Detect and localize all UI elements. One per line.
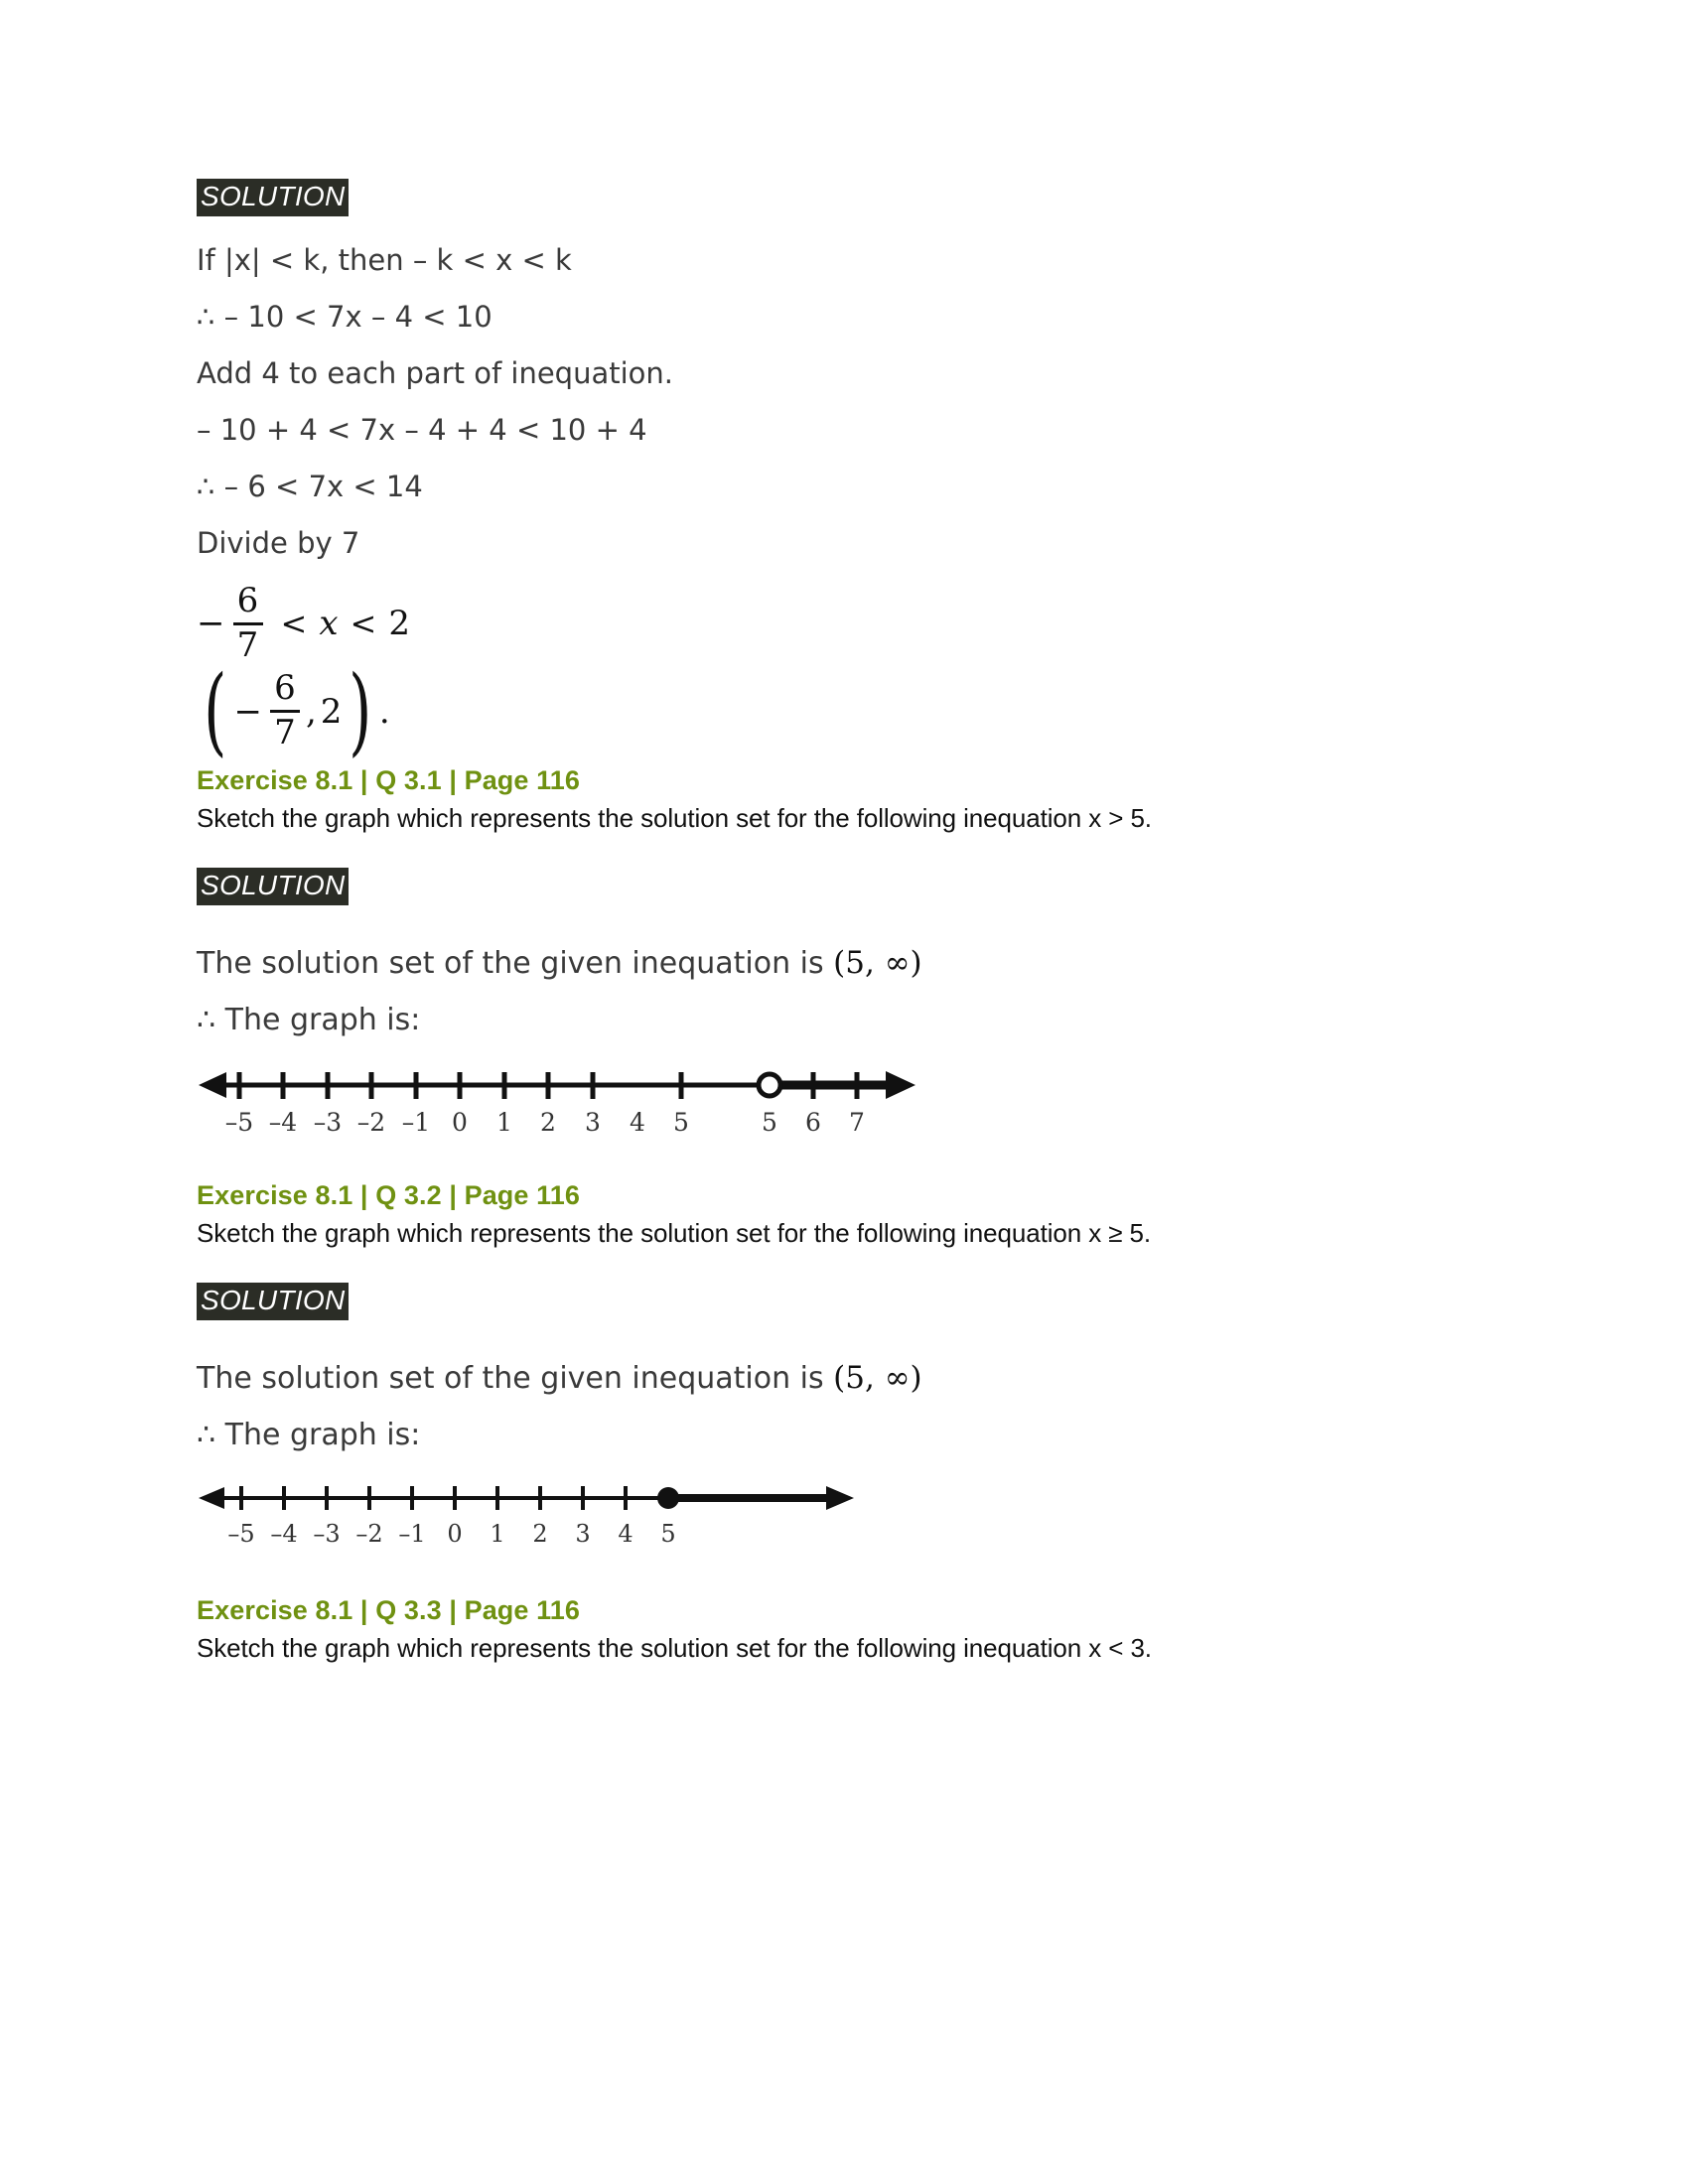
exercise-header[interactable]: Exercise 8.1 | Q 3.3 | Page 116 — [197, 1594, 580, 1625]
solution-line: ∴ – 10 < 7x – 4 < 10 — [197, 300, 492, 334]
fraction-numerator: 6 — [274, 668, 296, 709]
svg-text:–5: –5 — [224, 1107, 254, 1137]
exercise-block-3-1 — [197, 765, 1477, 834]
number-line-graph-2 — [197, 1474, 892, 1564]
solution-line: ∴ – 6 < 7x < 14 — [197, 470, 423, 503]
solution-set-interval: (5, ∞) — [833, 1359, 922, 1396]
number-line-graph-1 — [197, 1059, 931, 1149]
less-than-sign: < — [350, 605, 377, 643]
svg-text:1: 1 — [496, 1107, 512, 1137]
svg-text:5: 5 — [660, 1519, 676, 1548]
svg-text:5: 5 — [673, 1107, 689, 1137]
svg-text:–3: –3 — [313, 1519, 341, 1548]
exercise-block-3-3 — [197, 1595, 1477, 1664]
exercise-question: Sketch the graph which represents the solution set for the following inequation x > 5. — [197, 802, 1152, 833]
solution-block-1 — [197, 179, 1477, 766]
solution-badge: SOLUTION — [197, 179, 349, 216]
svg-text:1: 1 — [490, 1519, 505, 1548]
upper-bound: 2 — [388, 604, 410, 644]
document-content — [197, 179, 1477, 1664]
fraction-six-sevenths — [233, 581, 263, 665]
svg-text:4: 4 — [630, 1107, 645, 1137]
graph-intro-line: ∴ The graph is: — [197, 1417, 421, 1452]
svg-text:3: 3 — [575, 1519, 591, 1548]
minus-sign: − — [197, 604, 225, 644]
exercise-header[interactable]: Exercise 8.1 | Q 3.1 | Page 116 — [197, 764, 580, 795]
svg-text:2: 2 — [532, 1519, 548, 1548]
solution-set-statement — [197, 945, 1477, 981]
exercise-header[interactable]: Exercise 8.1 | Q 3.2 | Page 116 — [197, 1179, 580, 1210]
svg-text:–5: –5 — [227, 1519, 255, 1548]
minus-sign: − — [233, 691, 262, 732]
exercise-question: Sketch the graph which represents the solution set for the following inequation x < 3. — [197, 1632, 1152, 1663]
solution-set-statement — [197, 1360, 1477, 1396]
svg-text:–4: –4 — [268, 1107, 298, 1137]
fraction-numerator: 6 — [236, 581, 259, 620]
svg-text:0: 0 — [447, 1519, 463, 1548]
svg-text:–2: –2 — [355, 1519, 383, 1548]
svg-text:–4: –4 — [270, 1519, 298, 1548]
math-inequality-fraction — [197, 581, 1477, 665]
period: . — [378, 691, 390, 732]
comma: , — [305, 691, 317, 732]
svg-text:–1: –1 — [401, 1107, 431, 1137]
solution-line: Divide by 7 — [197, 526, 360, 560]
svg-text:7: 7 — [849, 1107, 865, 1137]
less-than-sign: < — [280, 605, 308, 643]
solution-block-3 — [197, 1283, 1477, 1564]
fraction-six-sevenths — [270, 668, 300, 753]
svg-text:–3: –3 — [313, 1107, 343, 1137]
solution-badge: SOLUTION — [197, 868, 349, 905]
variable-x: x — [319, 604, 339, 644]
solution-block-2 — [197, 868, 1477, 1149]
right-paren: ) — [349, 655, 372, 766]
svg-text:6: 6 — [805, 1107, 821, 1137]
exercise-block-3-2 — [197, 1180, 1477, 1249]
solution-line: – 10 + 4 < 7x – 4 + 4 < 10 + 4 — [197, 413, 647, 447]
math-interval-notation — [197, 655, 1477, 766]
solution-set-prefix: The solution set of the given inequation is — [197, 1360, 834, 1396]
svg-text:5: 5 — [762, 1107, 777, 1137]
svg-text:0: 0 — [452, 1107, 468, 1137]
solution-line: If |x| < k, then – k < x < k — [197, 243, 572, 277]
svg-text:3: 3 — [585, 1107, 601, 1137]
graph-intro-line: ∴ The graph is: — [197, 1002, 421, 1037]
solution-set-prefix: The solution set of the given inequation is — [197, 945, 834, 981]
solution-line: Add 4 to each part of inequation. — [197, 356, 673, 390]
solution-set-interval: (5, ∞) — [833, 944, 922, 981]
left-paren: ( — [204, 655, 227, 766]
interval-upper: 2 — [320, 691, 343, 732]
svg-text:4: 4 — [618, 1519, 633, 1548]
fraction-denominator: 7 — [236, 624, 259, 665]
svg-text:2: 2 — [540, 1107, 556, 1137]
svg-text:–1: –1 — [398, 1519, 426, 1548]
solution-badge: SOLUTION — [197, 1283, 349, 1320]
fraction-denominator: 7 — [274, 713, 296, 753]
svg-text:–2: –2 — [356, 1107, 386, 1137]
solution-body-1 — [197, 243, 1477, 766]
exercise-question: Sketch the graph which represents the solution set for the following inequation x ≥ 5. — [197, 1217, 1152, 1248]
